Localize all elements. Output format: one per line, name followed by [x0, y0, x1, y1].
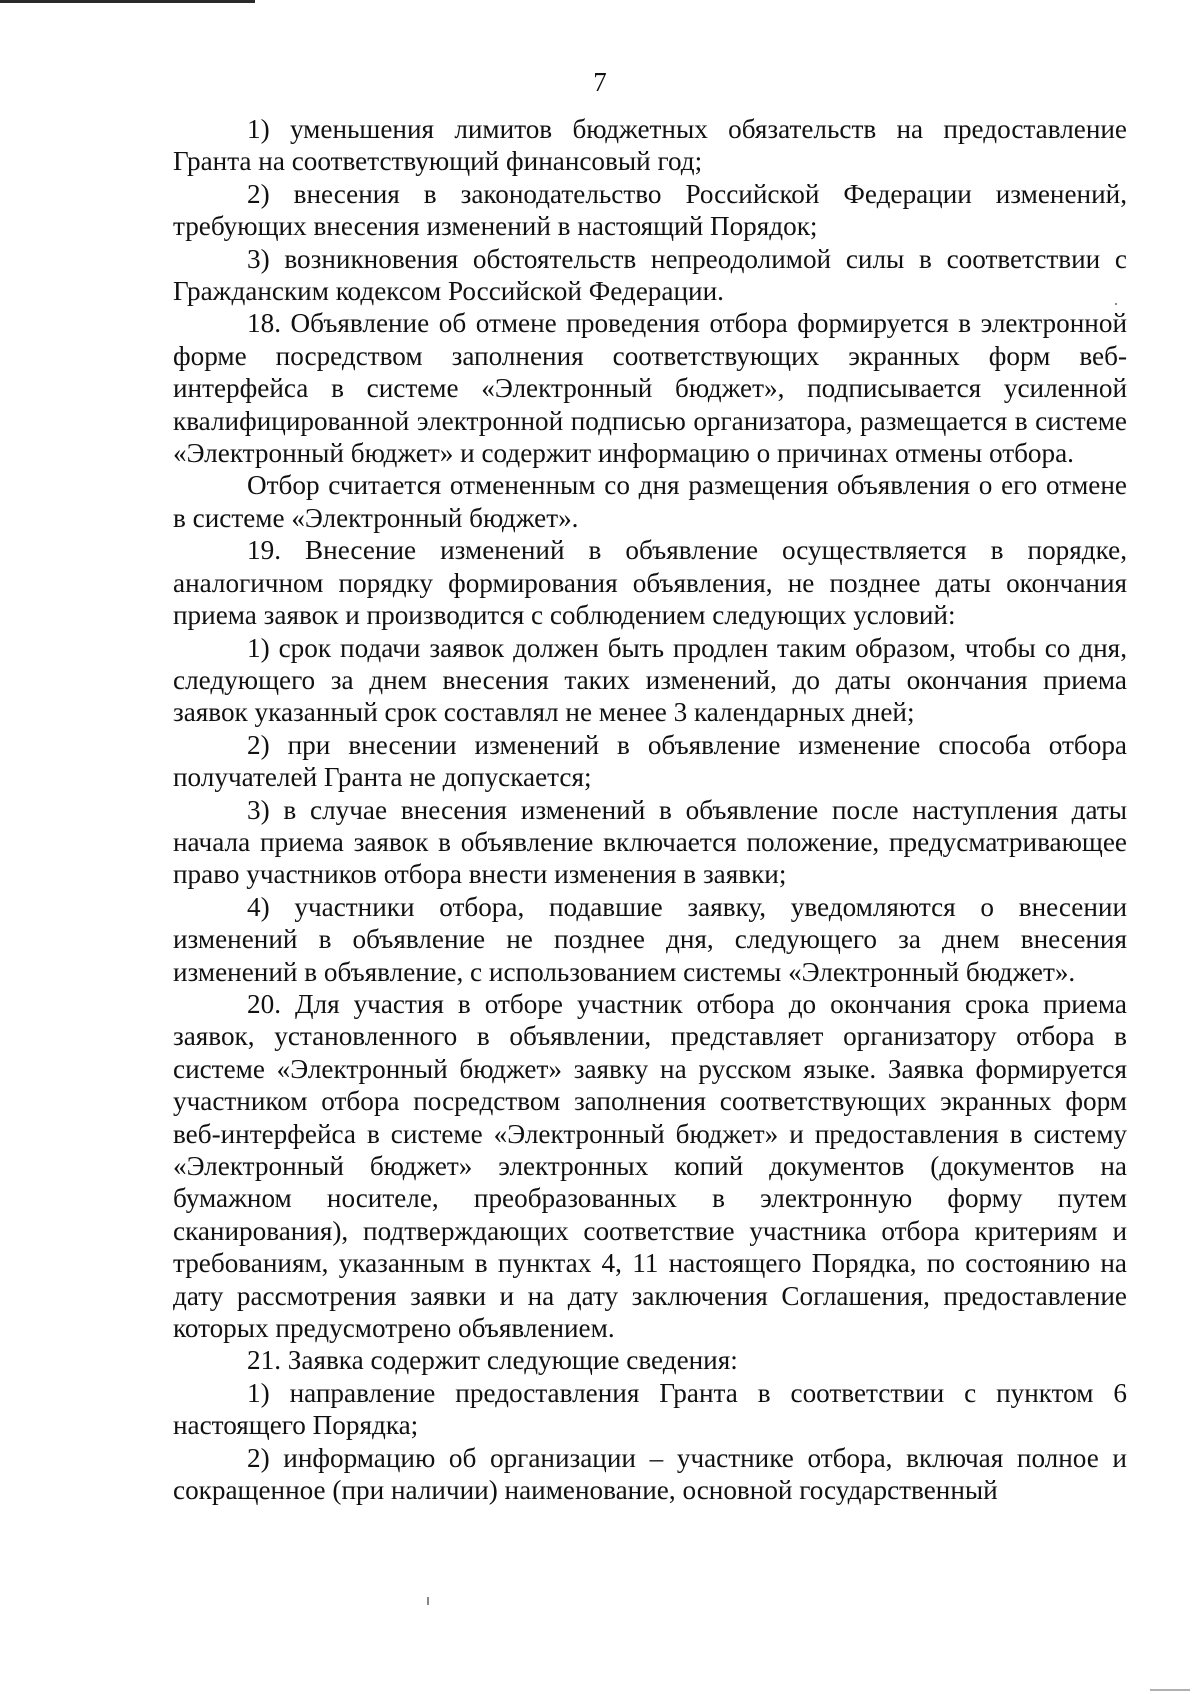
- paragraph-19-item-4: 4) участники отбора, подавшие заявку, уведомляются о внесении изменений в объявление не позднее дня, следующего за днем внесения изменений в объявление, с использованием системы «Электронный бюджет».: [173, 891, 1127, 987]
- paragraph-21-item-2: 2) информацию об организации – участнике отбора, включая полное и сокращенное (при наличии) наименование, основной государственный: [173, 1442, 1127, 1506]
- paragraph-18: 18. Объявление об отмене проведения отбора формируется в электронной форме посредством заполнения соответствующих экранных форм веб-интерфейса в системе «Электронный бюджет», подписывается усиленной квалифицированной электронной подписью организатора, размещается в системе «Электронный бюджет» и содержит информацию о причинах отмены отбора.: [173, 308, 1127, 469]
- paragraph-21: 21. Заявка содержит следующие сведения:: [247, 1345, 738, 1376]
- paragraph-item-2: 2) внесения в законодательство Российской Федерации изменений, требующих внесения изменений в настоящий Порядок;: [173, 178, 1127, 242]
- paragraph-19: 19. Внесение изменений в объявление осуществляется в порядке, аналогичном порядку формирования объявления, не позднее даты окончания приема заявок и производится с соблюдением следующих условий:: [173, 535, 1127, 631]
- paragraph-19-item-3: 3) в случае внесения изменений в объявление после наступления даты начала приема заявок в объявление включается положение, предусматривающее право участников отбора внести изменения в заявки;: [173, 794, 1127, 890]
- paragraph-item-1: 1) уменьшения лимитов бюджетных обязательств на предоставление Гранта на соответствующий финансовый год;: [173, 114, 1127, 177]
- paragraph-cancellation-effect: Отбор считается отмененным со дня размещения объявления о его отмене в системе «Электронный бюджет».: [173, 470, 1127, 533]
- scan-speck: [427, 1597, 429, 1605]
- paragraph-19-item-2: 2) при внесении изменений в объявление изменение способа отбора получателей Гранта не допускается;: [173, 729, 1127, 793]
- document-body: [173, 113, 1127, 1506]
- scan-speck: [1115, 303, 1117, 305]
- scan-edge-line: [0, 0, 255, 3]
- scan-speck: [1150, 1689, 1190, 1691]
- page-number: 7: [593, 67, 607, 97]
- paragraph-20: 20. Для участия в отборе участник отбора до окончания срока приема заявок, установленного в объявлении, представляет организатору отбора в системе «Электронный бюджет» заявку на русском языке. Заявка формируется участником отбора посредством заполнения соответствующих экранных форм веб-интерфейса в системе «Электронный бюджет» и предоставления в систему «Электронный бюджет» электронных копий документов (документов на бумажном носителе, преобразованных в электронную форму путем сканирования), подтверждающих соответствие участника отбора критериям и требованиям, указанным в пунктах 4, 11 настоящего Порядка, по состоянию на дату рассмотрения заявки и на дату заключения Соглашения, предоставление которых предусмотрено объявлением.: [173, 988, 1127, 1344]
- paragraph-21-item-1: 1) направление предоставления Гранта в соответствии с пунктом 6 настоящего Порядка;: [173, 1377, 1127, 1441]
- paragraph-item-3: 3) возникновения обстоятельств непреодолимой силы в соответствии с Гражданским кодексом Российской Федерации.: [173, 243, 1127, 307]
- paragraph-19-item-1: 1) срок подачи заявок должен быть продлен таким образом, чтобы со дня, следующего за днем внесения таких изменений, до даты окончания приема заявок указанный срок составлял не менее 3 календарных дней;: [173, 632, 1127, 728]
